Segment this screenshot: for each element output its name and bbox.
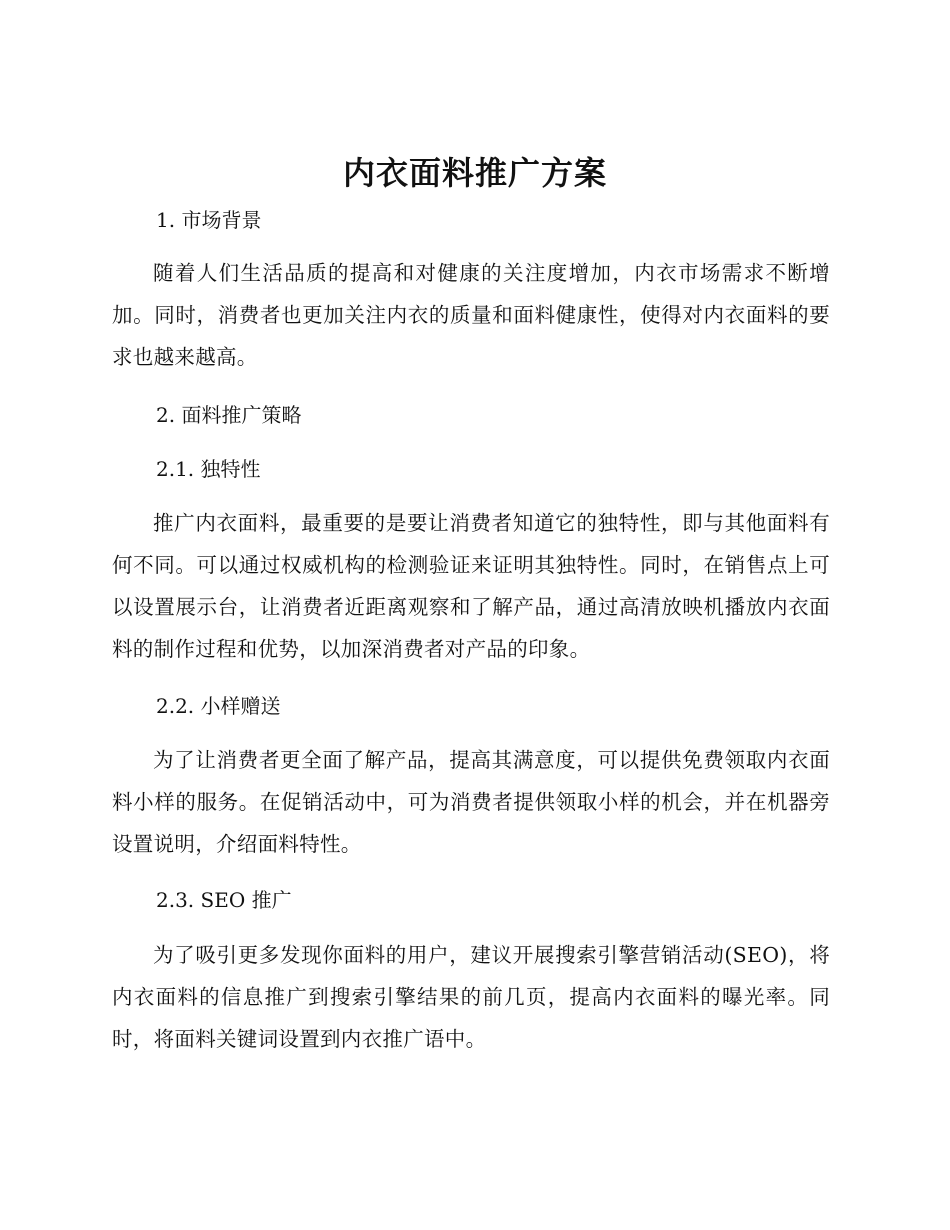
- paragraph-sample-giveaway: 为了让消费者更全面了解产品，提高其满意度，可以提供免费领取内衣面料小样的服务。在促销活动中，可为消费者提供领取小样的机会，并在机器旁设置说明，介绍面料特性。: [112, 748, 830, 856]
- paragraph-market-background: 随着人们生活品质的提高和对健康的关注度增加，内衣市场需求不断增加。同时，消费者也更加关注内衣的质量和面料健康性，使得对内衣面料的要求也越来越高。: [112, 261, 830, 369]
- section-heading-promotion-strategy: 2. 面料推广策略: [156, 403, 302, 427]
- section-heading-sample-giveaway: 2.2. 小样赠送: [156, 694, 281, 718]
- paragraph-uniqueness: 推广内衣面料，最重要的是要让消费者知道它的独特性，即与其他面料有何不同。可以通过权威机构的检测验证来证明其独特性。同时，在销售点上可以设置展示台，让消费者近距离观察和了解产品，通过高清放映机播放内衣面料的制作过程和优势，以加深消费者对产品的印象。: [112, 511, 830, 661]
- document-title: 内衣面料推广方案: [342, 154, 607, 192]
- paragraph-seo: 为了吸引更多发现你面料的用户，建议开展搜索引擎营销活动(SEO)，将内衣面料的信息推广到搜索引擎结果的前几页，提高内衣面料的曝光率。同时，将面料关键词设置到内衣推广语中。: [112, 943, 830, 1051]
- section-heading-market-background: 1. 市场背景: [156, 208, 262, 232]
- section-heading-uniqueness: 2.1. 独特性: [156, 457, 261, 481]
- section-heading-seo: 2.3. SEO 推广: [156, 888, 292, 912]
